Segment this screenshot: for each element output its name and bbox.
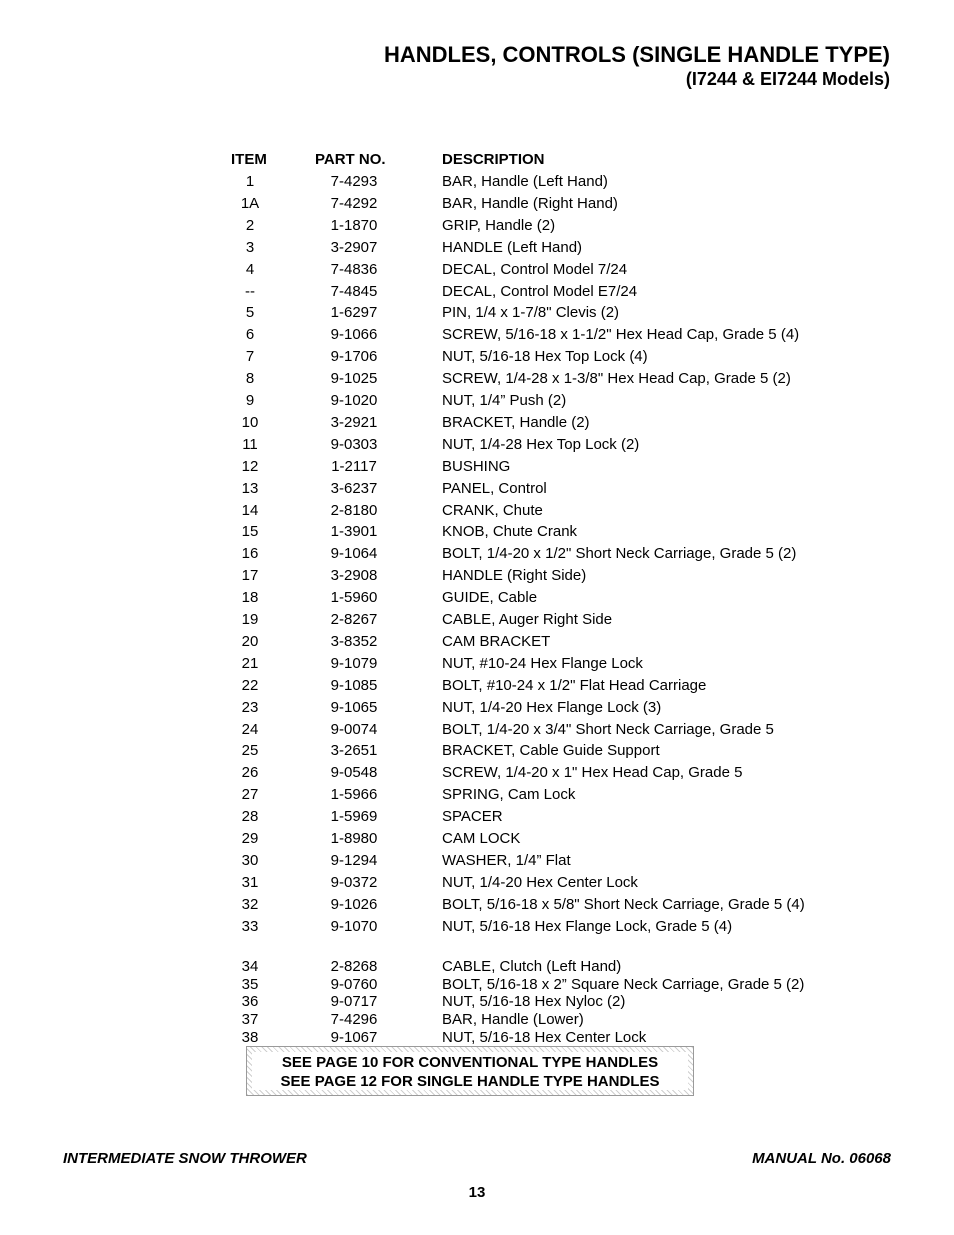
table-row: [0, 742, 954, 762]
item-cell: 27: [241, 786, 259, 804]
item-cell: 9: [245, 392, 255, 409]
item-cell: 26: [241, 764, 259, 782]
table-row: [0, 808, 954, 828]
table-row: [0, 392, 954, 412]
table-row: [0, 611, 954, 631]
part-no-cell: 9-0074: [330, 720, 378, 738]
part-no-cell: 7-4296: [330, 1011, 378, 1029]
item-cell: 34: [241, 958, 259, 975]
description-cell: NUT, 5/16-18 Hex Top Lock (4): [442, 348, 648, 366]
item-cell: 13: [241, 479, 259, 497]
item-cell: 38: [241, 1028, 259, 1046]
description-cell: SCREW, 5/16-18 x 1-1/2" Hex Head Cap, Grade 5 (4): [442, 326, 800, 344]
item-cell: 12: [241, 457, 259, 475]
item-cell: 37: [241, 1011, 259, 1029]
part-no-cell: 1-6297: [330, 304, 378, 322]
description-cell: SPRING, Cam Lock: [442, 786, 576, 804]
part-no-cell: 2-8180: [330, 501, 378, 519]
part-no-cell: 3-6237: [330, 479, 378, 497]
part-no-cell: 9-0303: [330, 435, 378, 453]
description-cell: SCREW, 1/4-20 x 1" Hex Head Cap, Grade 5: [442, 764, 743, 782]
part-no-cell: 9-1067: [330, 1028, 378, 1046]
part-no-cell: 2-8268: [330, 958, 378, 975]
table-row: [0, 677, 954, 697]
table-row: [0, 458, 954, 478]
item-cell: 19: [241, 611, 259, 628]
part-no-cell: 3-2921: [330, 413, 378, 431]
description-cell: NUT, 5/16-18 Hex Center Lock: [442, 1028, 647, 1046]
table-row: [0, 502, 954, 522]
part-no-cell: 3-8352: [330, 632, 378, 650]
description-cell: SCREW, 1/4-28 x 1-3/8" Hex Head Cap, Grade 5 (2): [442, 370, 791, 388]
item-cell: 1A: [240, 194, 260, 212]
part-no-cell: 9-0760: [330, 975, 378, 993]
part-no-cell: 2-8267: [330, 611, 378, 628]
table-row: [0, 195, 954, 215]
item-cell: 36: [241, 993, 259, 1011]
part-no-cell: 7-4845: [330, 282, 378, 300]
table-row: [0, 918, 954, 938]
part-no-cell: 1-5969: [330, 808, 378, 826]
description-cell: WASHER, 1/4” Flat: [442, 851, 571, 869]
table-row: [0, 283, 954, 303]
description-cell: NUT, 1/4-20 Hex Flange Lock (3): [442, 698, 662, 716]
description-cell: BAR, Handle (Left Hand): [442, 173, 608, 190]
item-cell: 22: [241, 676, 259, 694]
item-cell: 25: [241, 742, 259, 760]
part-no-cell: 7-4836: [330, 260, 378, 278]
description-cell: NUT, 5/16-18 Hex Flange Lock, Grade 5 (4): [442, 917, 733, 935]
page-title: HANDLES, CONTROLS (SINGLE HANDLE TYPE): [383, 42, 890, 67]
item-cell: 1: [245, 173, 255, 190]
column-header-description: DESCRIPTION: [442, 151, 545, 168]
table-row: [0, 523, 954, 543]
item-cell: 24: [241, 720, 259, 738]
description-cell: CAM BRACKET: [442, 632, 551, 650]
table-row: [0, 764, 954, 784]
item-cell: 29: [241, 830, 259, 847]
part-no-cell: 9-1064: [330, 545, 378, 563]
item-cell: 7: [245, 348, 255, 366]
table-row: [0, 436, 954, 456]
item-cell: 6: [245, 326, 255, 344]
description-cell: NUT, #10-24 Hex Flange Lock: [442, 654, 643, 672]
note-conventional-handles: SEE PAGE 10 FOR CONVENTIONAL TYPE HANDLES: [281, 1054, 659, 1071]
item-cell: 14: [241, 501, 259, 519]
description-cell: BOLT, 5/16-18 x 5/8" Short Neck Carriage, Grade 5 (4): [442, 895, 805, 913]
table-row: [0, 852, 954, 872]
table-row: [0, 239, 954, 259]
part-no-cell: 1-5960: [330, 589, 378, 607]
description-cell: DECAL, Control Model 7/24: [442, 260, 628, 278]
table-row: [0, 896, 954, 916]
part-no-cell: 9-1065: [330, 698, 378, 716]
part-no-cell: 1-8980: [330, 830, 378, 847]
item-cell: 11: [242, 435, 258, 453]
page-subtitle: (I7244 & EI7244 Models): [685, 69, 890, 89]
table-row: [0, 655, 954, 675]
table-row: [0, 699, 954, 719]
part-no-cell: 9-0372: [330, 873, 378, 891]
description-cell: CRANK, Chute: [442, 501, 543, 519]
column-header-item: ITEM: [231, 151, 267, 168]
description-cell: CABLE, Clutch (Left Hand): [442, 958, 622, 975]
description-cell: BUSHING: [442, 457, 511, 475]
description-cell: GUIDE, Cable: [442, 589, 538, 607]
table-row: [0, 304, 954, 324]
part-no-cell: 7-4292: [330, 194, 378, 212]
item-cell: 16: [241, 545, 259, 563]
item-cell: 35: [241, 975, 259, 993]
item-cell: 28: [241, 808, 259, 826]
page-number: 13: [468, 1184, 486, 1201]
description-cell: HANDLE (Left Hand): [442, 238, 583, 256]
description-cell: BAR, Handle (Lower): [442, 1011, 584, 1029]
table-row: [0, 261, 954, 281]
part-no-cell: 9-1025: [330, 370, 378, 388]
part-no-cell: 1-2117: [331, 457, 377, 475]
description-cell: BOLT, 1/4-20 x 3/4" Short Neck Carriage, Grade 5: [442, 720, 774, 738]
column-header-part-no: PART NO.: [315, 151, 386, 168]
item-cell: 32: [241, 895, 259, 913]
part-no-cell: 3-2908: [330, 567, 378, 585]
description-cell: BOLT, 5/16-18 x 2” Square Neck Carriage, Grade 5 (2): [442, 975, 805, 993]
description-cell: GRIP, Handle (2): [442, 216, 556, 234]
table-row: [0, 414, 954, 434]
table-row: [0, 480, 954, 500]
item-cell: 8: [245, 370, 255, 388]
description-cell: BRACKET, Cable Guide Support: [442, 742, 660, 760]
table-row: [0, 545, 954, 565]
description-cell: CABLE, Auger Right Side: [442, 611, 613, 628]
note-single-handle-type: SEE PAGE 12 FOR SINGLE HANDLE TYPE HANDLES: [280, 1073, 660, 1090]
table-row: [0, 786, 954, 806]
part-no-cell: 7-4293: [330, 173, 378, 190]
item-cell: 2: [245, 216, 255, 234]
item-cell: 4: [245, 260, 255, 278]
part-no-cell: 9-1085: [330, 676, 378, 694]
table-row: [0, 830, 954, 850]
part-no-cell: 1-5966: [330, 786, 378, 804]
table-row: [0, 633, 954, 653]
item-cell: 20: [241, 632, 259, 650]
footer-manual-number: MANUAL No. 06068: [752, 1150, 891, 1167]
part-no-cell: 1-3901: [330, 523, 378, 541]
item-cell: 10: [241, 413, 259, 431]
description-cell: KNOB, Chute Crank: [442, 523, 578, 541]
item-cell: 15: [241, 523, 259, 541]
item-cell: 21: [241, 654, 259, 672]
description-cell: SPACER: [442, 808, 503, 826]
part-no-cell: 9-1070: [330, 917, 378, 935]
description-cell: PIN, 1/4 x 1-7/8" Clevis (2): [442, 304, 620, 322]
part-no-cell: 3-2651: [330, 742, 378, 760]
table-row: [0, 567, 954, 587]
item-cell: 30: [241, 851, 259, 869]
part-no-cell: 3-2907: [330, 238, 378, 256]
part-no-cell: 9-0717: [330, 993, 378, 1011]
part-no-cell: 1-1870: [330, 216, 378, 234]
item-cell: 3: [245, 238, 255, 256]
description-cell: DECAL, Control Model E7/24: [442, 282, 638, 300]
description-cell: NUT, 1/4-20 Hex Center Lock: [442, 873, 638, 891]
table-row: [0, 348, 954, 368]
table-row: [0, 589, 954, 609]
item-cell: 33: [241, 917, 259, 935]
table-row: [0, 173, 954, 193]
description-cell: NUT, 1/4-28 Hex Top Lock (2): [442, 435, 640, 453]
table-row: [0, 874, 954, 894]
part-no-cell: 9-1020: [330, 392, 378, 409]
table-row: [0, 370, 954, 390]
description-cell: BOLT, #10-24 x 1/2" Flat Head Carriage: [442, 676, 707, 694]
table-row: [0, 721, 954, 741]
description-cell: PANEL, Control: [442, 479, 547, 497]
item-cell: 5: [245, 304, 255, 322]
part-no-cell: 9-1706: [330, 348, 378, 366]
description-cell: NUT, 1/4” Push (2): [442, 392, 567, 409]
part-no-cell: 9-1066: [330, 326, 378, 344]
see-page-note-box: [246, 1046, 694, 1096]
part-no-cell: 9-1079: [330, 654, 378, 672]
item-cell: --: [245, 282, 255, 300]
description-cell: NUT, 5/16-18 Hex Nyloc (2): [442, 993, 626, 1011]
description-cell: BRACKET, Handle (2): [442, 413, 590, 431]
description-cell: BOLT, 1/4-20 x 1/2" Short Neck Carriage, Grade 5 (2): [442, 545, 797, 563]
part-no-cell: 9-1294: [330, 851, 378, 869]
table-row: [0, 326, 954, 346]
item-cell: 18: [241, 589, 259, 607]
description-cell: HANDLE (Right Side): [442, 567, 587, 585]
part-no-cell: 9-0548: [330, 764, 378, 782]
item-cell: 17: [241, 567, 259, 585]
item-cell: 31: [241, 873, 259, 891]
part-no-cell: 9-1026: [330, 895, 378, 913]
description-cell: BAR, Handle (Right Hand): [442, 194, 618, 212]
footer-product-name: INTERMEDIATE SNOW THROWER: [63, 1150, 307, 1167]
description-cell: CAM LOCK: [442, 830, 521, 847]
item-cell: 23: [241, 698, 259, 716]
table-row: [0, 217, 954, 237]
